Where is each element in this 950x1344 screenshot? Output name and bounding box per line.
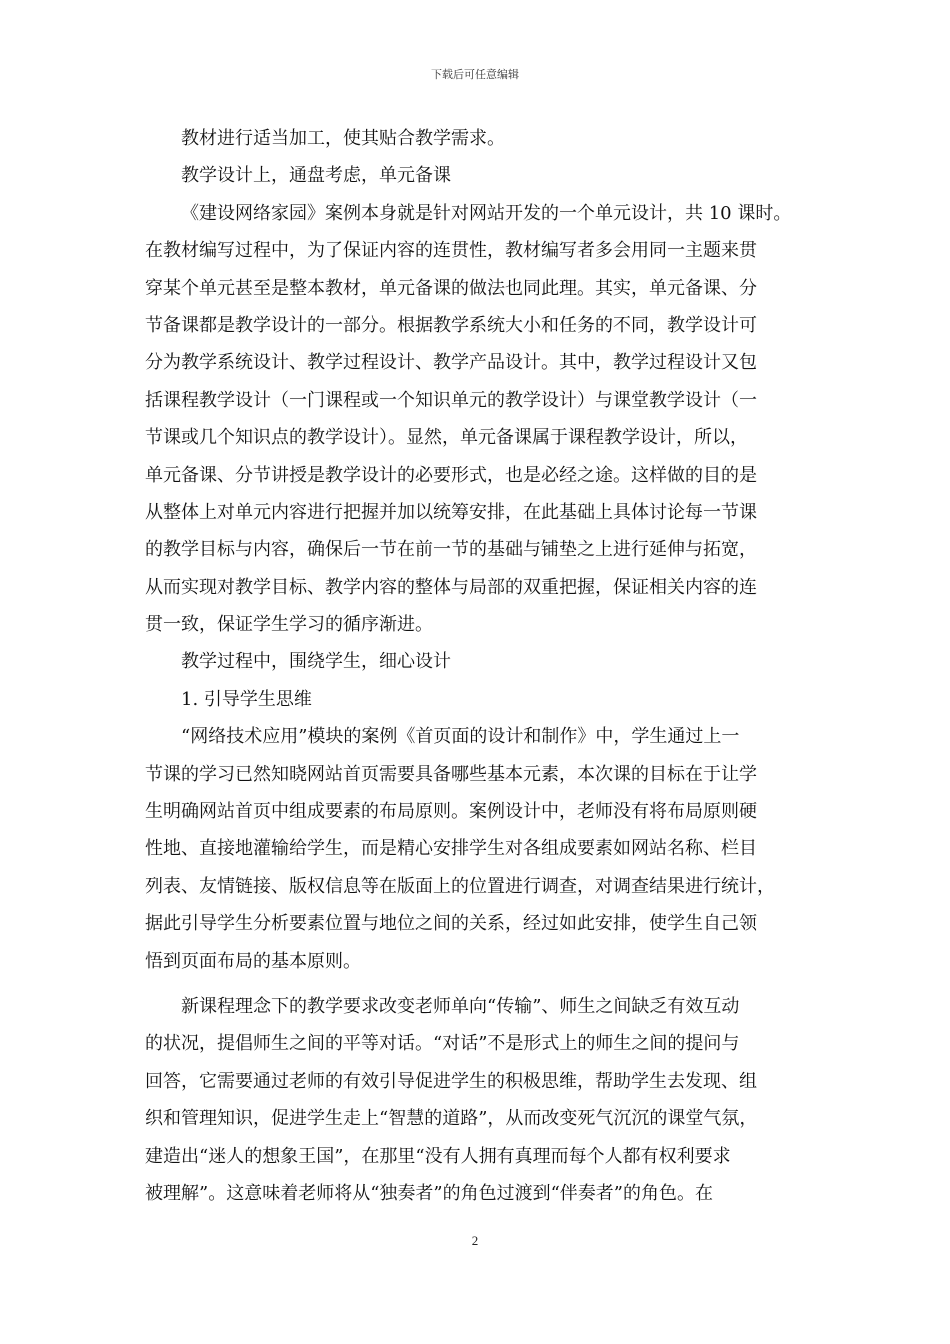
section-heading-unit-lesson [145,157,810,194]
page-number: 2 [471,1233,479,1248]
text-line: 从而实现对教学目标、教学内容的整体与局部的双重把握，保证相关内容的连 [145,576,757,598]
text-line: 列表、友情链接、版权信息等在版面上的位置进行调查，对调查结果进行统计， [145,875,775,897]
text-line: 节课或几个知识点的教学设计）。显然，单元备课属于课程教学设计，所以， [145,427,748,449]
paragraph-homepage-case [145,718,810,980]
text-line: 回答，它需要通过老师的有效引导促进学生的积极思维，帮助学生去发现、组 [145,1070,757,1092]
text-line: 的状况，提倡师生之间的平等对话。“对话”不是形式上的师生之间的提问与 [145,1033,740,1055]
section-heading-teaching-process [145,643,810,680]
text-line: 括课程教学设计（一门课程或一个知识单元的教学设计）与课堂教学设计（一 [145,389,757,411]
text-line: 被理解”。这意味着老师将从“独奏者”的角色过渡到“伴奏者”的角色。在 [145,1182,714,1204]
text-line: 分为教学系统设计、教学过程设计、教学产品设计。其中，教学过程设计又包 [145,352,757,374]
text-line: 贯一致，保证学生学习的循序渐进。 [145,614,433,636]
text-line: 建造出“迷人的想象王国”，在那里“没有人拥有真理而每个人都有权利要求 [145,1145,731,1167]
text-line: 节备课都是教学设计的一部分。根据教学系统大小和任务的不同，教学设计可 [145,314,757,336]
document-body [145,120,810,1212]
paragraph-unit-design [145,195,810,644]
paragraph-gap [145,980,810,988]
text-line: 节课的学习已然知晓网站首页需要具备哪些基本元素，本次课的目标在于让学 [145,763,757,785]
section-heading: 教学设计上，通盘考虑，单元备课 [181,165,451,187]
text-line: 据此引导学生分析要素位置与地位之间的关系，经过如此安排，使学生自己领 [145,913,757,935]
text-line: 织和管理知识，促进学生走上“智慧的道路”，从而改变死气沉沉的课堂气氛， [145,1108,758,1130]
text-line: 教材进行适当加工，使其贴合教学需求。 [181,128,505,149]
section-heading: 教学过程中，围绕学生，细心设计 [181,651,451,673]
text-line: 《建设网络家园》案例本身就是针对网站开发的一个单元设计，共 10 课时。 [181,202,792,224]
paragraph-dialogue [145,988,810,1212]
text-line: 新课程理念下的教学要求改变老师单向“传输”、师生之间缺乏有效互动 [181,995,740,1017]
text-line: 在教材编写过程中，为了保证内容的连贯性，教材编写者多会用同一主题来贯 [145,240,757,262]
text-line: 从整体上对单元内容进行把握并加以统筹安排，在此基础上具体讨论每一节课 [145,501,757,523]
page-header: 下载后可任意编辑 [431,68,519,81]
text-line: 穿某个单元甚至是整本教材，单元备课的做法也同此理。其实，单元备课、分 [145,277,757,299]
text-line: “网络技术应用”模块的案例《首页面的设计和制作》中，学生通过上一 [181,726,740,748]
paragraph-intro [145,120,810,157]
subheading: 1. 引导学生思维 [181,688,312,710]
text-line: 悟到页面布局的基本原则。 [145,950,361,972]
text-line: 的教学目标与内容，确保后一节在前一节的基础与铺垫之上进行延伸与拓宽， [145,539,757,561]
text-line: 单元备课、分节讲授是教学设计的必要形式，也是必经之途。这样做的目的是 [145,464,757,486]
subheading-guide-thinking [145,681,810,718]
text-line: 性地、直接地灌输给学生，而是精心安排学生对各组成要素如网站名称、栏目 [145,838,757,860]
text-line: 生明确网站首页中组成要素的布局原则。案例设计中，老师没有将布局原则硬 [145,801,757,823]
